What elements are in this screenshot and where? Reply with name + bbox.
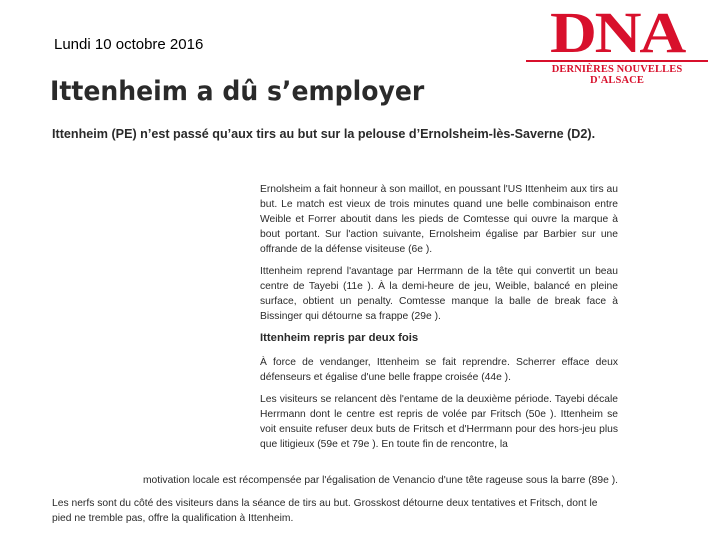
logo-subtitle: DERNIÈRES NOUVELLES D'ALSACE	[526, 60, 708, 86]
article-paragraph: Les visiteurs se relancent dès l'entame de la deuxième période. Tayebi décale Herrmann dont le centre est repris de volée par Fritsch (50e ). Ittenheim se voit ensuite refuser deux buts de Fritsch et d'Herrmann pour des hors-jeu plus que litigieux (59e et 79e ). En toute fin de rencontre, la	[260, 394, 618, 450]
dna-logo	[526, 0, 708, 86]
article-final-paragraph: Les nerfs sont du côté des visiteurs dans la séance de tirs au but. Grosskost détourne deux tentatives et Fritsch, dont le pied ne tremble pas, offre la qualification à Ittenheim.	[52, 498, 598, 524]
article-lede: Ittenheim (PE) n’est passé qu’aux tirs au but sur la pelouse d’Ernolsheim-lès-Saverne (D2).	[52, 127, 596, 141]
article-paragraph: À force de vendanger, Ittenheim se fait reprendre. Scherrer efface deux défenseurs et égalise d'une belle frappe croisée (44e ).	[260, 357, 618, 383]
logo-wordmark: DNA	[549, 0, 685, 65]
article-paragraph: Ittenheim reprend l'avantage par Herrmann de la tête qui convertit un beau centre de Tayebi (11e ). À la demi-heure de jeu, Weible, balancé en pleine surface, obtient un penalty. Comtesse manque la balle de break face à Bissinger qui détourne sa frappe (29e ).	[260, 266, 618, 322]
article-headline: Ittenheim a dû s’employer	[50, 76, 425, 107]
article-paragraph: Ernolsheim a fait honneur à son maillot, en poussant l'US Ittenheim aux tirs au but. Le match est vieux de trois minutes quand une belle combinaison entre Weible et Forrer aboutit dans les pieds de Comtesse qui ouvre la marque à bout portant. Sur l'action suivante, Ernolsheim égalise par Barbier sur une offrande de la défense visiteuse (6e ).	[260, 184, 618, 255]
article-body	[260, 182, 618, 452]
publication-date: Lundi 10 octobre 2016	[54, 36, 204, 53]
article-subheading: Ittenheim repris par deux fois	[260, 332, 419, 344]
article-paragraph-continuation: motivation locale est récompensée par l'égalisation de Venancio d'une tête rageuse sous la barre (89e ).	[142, 475, 618, 486]
